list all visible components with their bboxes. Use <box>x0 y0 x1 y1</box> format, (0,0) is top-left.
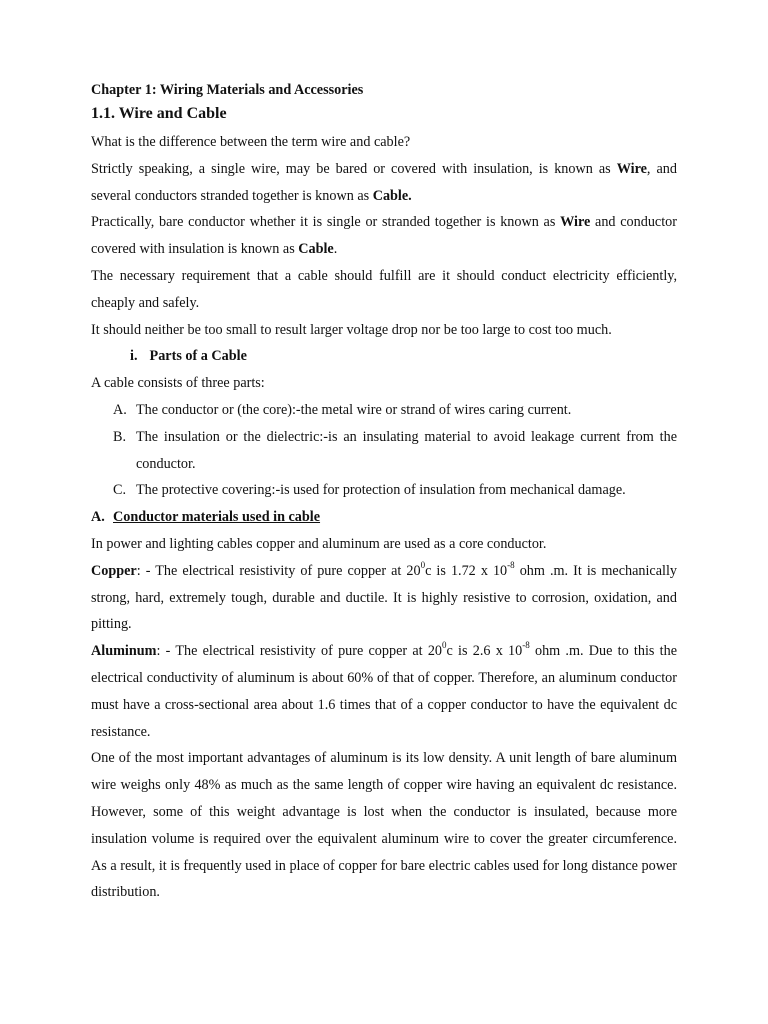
subsection-heading: i. Parts of a Cable <box>130 348 247 365</box>
question-paragraph: What is the difference between the term wire and cable? <box>91 134 411 150</box>
core-conductor-paragraph: In power and lighting cables copper and aluminum are used as a core conductor. <box>91 535 547 552</box>
list-item: B. The insulation or the dielectric:-is an insulating material to avoid leakage current from the conductor. <box>113 428 677 472</box>
size-paragraph: It should neither be too small to result larger voltage drop nor be too large to cost too much. <box>91 321 612 338</box>
chapter-title: Chapter 1: Wiring Materials and Accessories <box>91 82 364 98</box>
list-item: A. The conductor or (the core):-the metal wire or strand of wires caring current. <box>113 401 572 418</box>
parts-list <box>91 397 677 504</box>
copper-paragraph: Copper: - The electrical resistivity of pure copper at $20^0c$ is 1.72 x $10^{-8}$ ohm .m. It is mechanically strong, hard, extremely tough, durable and ductile. It is highly resistive to corrosion, oxidation, and pitting. <box>91 560 677 633</box>
requirement-paragraph: The necessary requirement that a cable should fulfill are it should conduct electricity efficiently, cheaply and safely. <box>91 267 677 311</box>
parts-intro: A cable consists of three parts: <box>91 375 265 392</box>
aluminum-paragraph: Aluminum: - The electrical resistivity of pure copper at $20^0c$ is 2.6 x $10^{-8}$ ohm .m. Due to this the electrical conductivity of aluminum is about 60% of that of copper. Therefore, an aluminum conductor must have a cross-sectional area about 1.6 times that of a copper conductor to have the equivalent dc resistance. <box>91 640 677 740</box>
section-title: 1.1. Wire and Cable <box>91 105 227 122</box>
conductor-materials-heading: A. Conductor materials used in cable <box>91 509 321 526</box>
definition-paragraph-practical: Practically, bare conductor whether it is single or stranded together is known as Wire and conductor covered with insulation is known as Cable. <box>91 214 677 258</box>
list-item: C. The protective covering:-is used for protection of insulation from mechanical damage. <box>113 482 626 499</box>
definition-paragraph-strict: Strictly speaking, a single wire, may be bared or covered with insulation, is known as Wire, and several conductors stranded together is known as Cable. <box>91 160 677 204</box>
aluminum-advantage-paragraph: One of the most important advantages of aluminum is its low density. A unit length of bare aluminum wire weighs only 48% as much as the same length of copper wire having an equivalent dc resistance. However, some of this weight advantage is lost when the conductor is insulated, because more insulation volume is required over the equivalent aluminum wire to cover the greater circumference. As a result, it is frequently used in place of copper for bare electric cables used for long distance power distribution. <box>91 750 677 901</box>
